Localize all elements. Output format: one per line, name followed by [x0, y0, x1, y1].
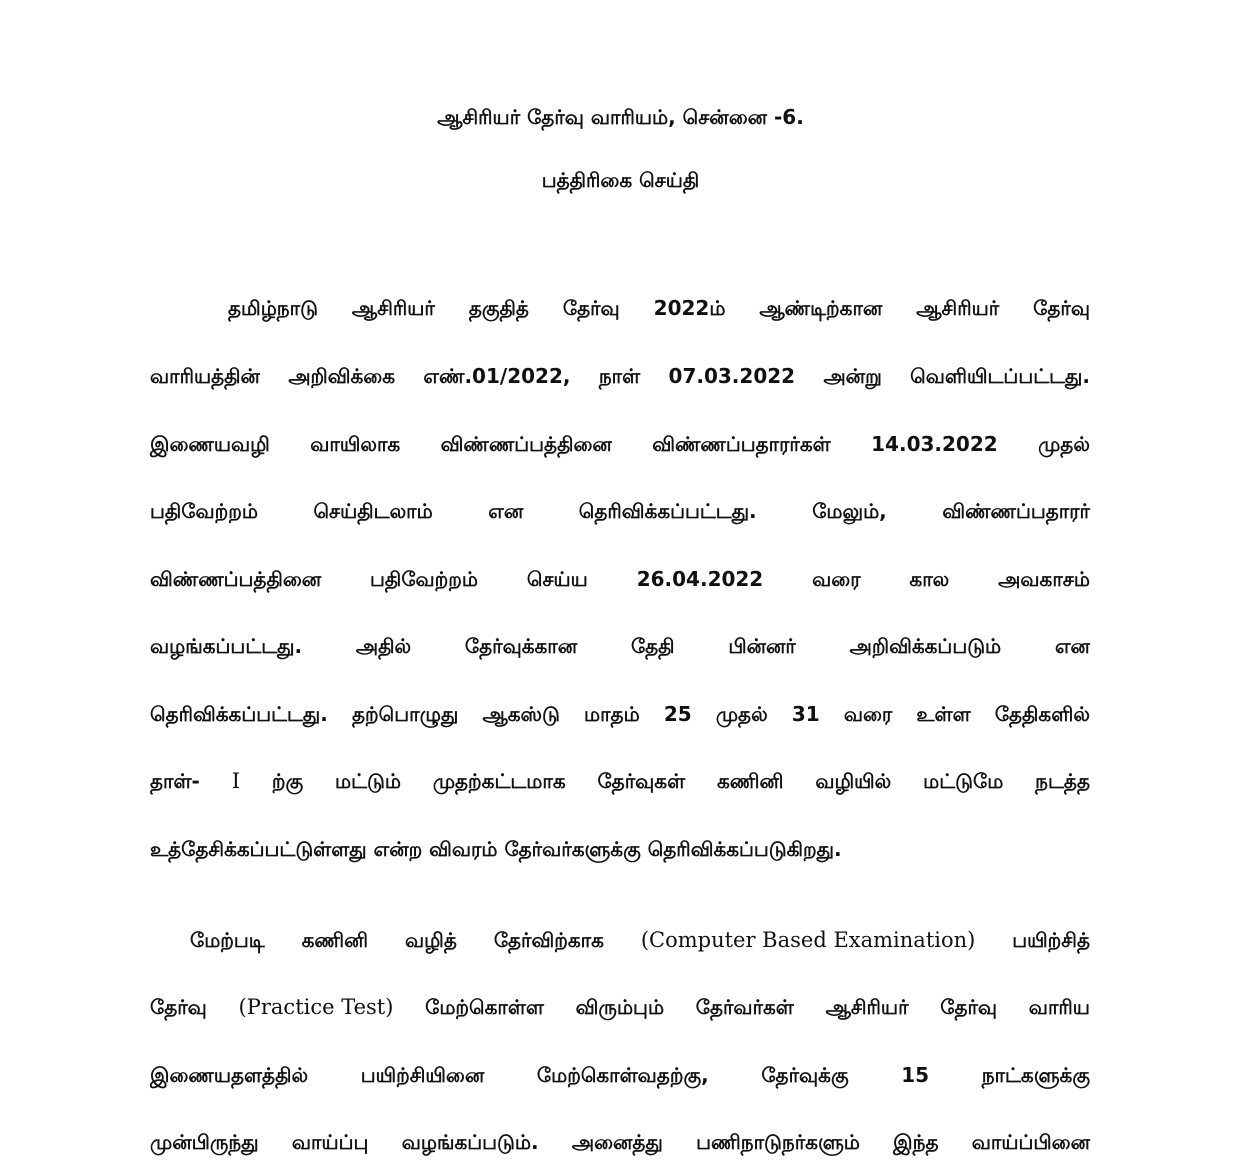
- word: அன்று: [823, 364, 882, 388]
- paragraph2-line: [190, 926, 1090, 954]
- word: இணையவழி: [150, 432, 270, 456]
- paragraph1-line: [150, 700, 1090, 728]
- word: தேதி: [630, 634, 675, 658]
- word: தேர்வு: [940, 995, 998, 1019]
- word: 31: [791, 702, 820, 726]
- word: விரும்பும்: [575, 995, 665, 1019]
- word: வரை: [843, 702, 893, 726]
- word: மேற்படி: [190, 928, 265, 952]
- word: வழித்: [405, 928, 457, 952]
- paragraph1-line: [150, 767, 1090, 795]
- word: தேர்வு: [150, 995, 207, 1019]
- word: இந்த: [893, 1130, 939, 1154]
- word: 2022ம்: [653, 296, 726, 320]
- word: தேர்வு: [1033, 296, 1090, 320]
- paragraph1-line: [150, 430, 1090, 458]
- word: 26.04.2022: [636, 567, 764, 591]
- word: மேற்கொள்வதற்கு,: [536, 1063, 709, 1087]
- paragraph2-line: [150, 1128, 1090, 1156]
- word: வழங்கப்படும்.: [401, 1130, 539, 1154]
- word: செய்திடலாம்: [313, 499, 433, 523]
- word: மேற்கொள்ள: [425, 995, 544, 1019]
- word: தேர்வு: [562, 296, 620, 320]
- paragraph1-line: [228, 294, 1090, 322]
- word: பதிவேற்றம்: [150, 499, 258, 523]
- organization-heading: ஆசிரியர் தேர்வு வாரியம், சென்னை -6.: [437, 105, 804, 129]
- word: வழங்கப்பட்டது.: [150, 634, 303, 658]
- word: ஆசிரியர்: [825, 995, 909, 1019]
- word: அறிவிக்கப்படும்: [849, 634, 1002, 658]
- word: மேலும்,: [812, 499, 887, 523]
- word: தற்பொழுது: [352, 702, 459, 726]
- word: என: [488, 499, 524, 523]
- word: ஆகஸ்டு: [482, 702, 560, 726]
- word: மட்டுமே: [923, 769, 1004, 793]
- word: 14.03.2022: [871, 432, 998, 456]
- word: 15: [901, 1063, 930, 1087]
- word: இணையதளத்தில்: [150, 1063, 309, 1087]
- word: தெரிவிக்கப்பட்டது.: [150, 702, 328, 726]
- word: வாரிய: [1028, 995, 1090, 1019]
- word: கணினி: [301, 928, 369, 952]
- word: ஆசிரியர்: [916, 296, 1000, 320]
- word: தேர்விற்காக: [493, 928, 604, 952]
- word: 25: [663, 702, 692, 726]
- word: வழியில்: [815, 769, 892, 793]
- word: தேர்வுக்கான: [464, 634, 578, 658]
- word: வாய்ப்பினை: [971, 1130, 1090, 1154]
- word: முதற்கட்டமாக: [432, 769, 566, 793]
- word: பதிவேற்றம்: [370, 567, 478, 591]
- word: பின்னர்: [728, 634, 796, 658]
- word: (Computer Based Examination): [640, 928, 976, 952]
- word: தமிழ்நாடு: [228, 296, 318, 320]
- word: விண்ணப்பதாரர்: [942, 499, 1090, 523]
- word: விண்ணப்பத்தினை: [440, 432, 612, 456]
- word: தேர்வுகள்: [597, 769, 686, 793]
- word: எண்.01/2022,: [423, 364, 571, 388]
- word: அறிவிக்கை: [288, 364, 396, 388]
- paragraph1-line: [150, 565, 1090, 593]
- word: முன்பிருந்து: [150, 1130, 259, 1154]
- word: உள்ள: [916, 702, 971, 726]
- word: என: [1054, 634, 1090, 658]
- word: தேர்வர்கள்: [695, 995, 794, 1019]
- paragraph1-line: [150, 497, 1090, 525]
- word: பயிற்சியினை: [360, 1063, 485, 1087]
- word: தாள்-: [150, 769, 200, 793]
- word: மட்டும்: [334, 769, 401, 793]
- word: நடத்த: [1035, 769, 1090, 793]
- word: நாள்: [598, 364, 641, 388]
- word: பயிற்சித்: [1012, 928, 1090, 952]
- word: மாதம்: [584, 702, 640, 726]
- word: வரை: [812, 567, 861, 591]
- word: I: [231, 769, 240, 793]
- word: வாய்ப்பு: [291, 1130, 369, 1154]
- paragraph1-last-line: உத்தேசிக்கப்பட்டுள்ளது என்ற விவரம் தேர்வர்களுக்கு தெரிவிக்கப்படுகிறது.: [150, 837, 842, 861]
- paragraph2-line: [150, 1061, 1090, 1089]
- word: செய்ய: [526, 567, 588, 591]
- word: விண்ணப்பதாரர்கள்: [652, 432, 831, 456]
- word: அதில்: [355, 634, 412, 658]
- word: கால: [909, 567, 950, 591]
- word: வாரியத்தின்: [150, 364, 260, 388]
- press-release-title: பத்திரிகை செய்தி: [541, 168, 700, 192]
- paragraph1-line: [150, 632, 1090, 660]
- word: விண்ணப்பத்தினை: [150, 567, 322, 591]
- word: (Practice Test): [238, 995, 394, 1019]
- word: ஆண்டிற்கான: [759, 296, 883, 320]
- word: பணிநாடுநர்களும்: [696, 1130, 860, 1154]
- word: தகுதித்: [468, 296, 529, 320]
- word: கணினி: [717, 769, 784, 793]
- word: வாயிலாக: [310, 432, 401, 456]
- word: முதல்: [715, 702, 768, 726]
- word: 07.03.2022: [668, 364, 796, 388]
- paragraph1-line: [150, 362, 1090, 390]
- word: தெரிவிக்கப்பட்டது.: [578, 499, 757, 523]
- word: ற்கு: [271, 769, 304, 793]
- word: அவகாசம்: [998, 567, 1090, 591]
- word: தேர்வுக்கு: [761, 1063, 849, 1087]
- word: தேதிகளில்: [994, 702, 1090, 726]
- word: அனைத்து: [571, 1130, 663, 1154]
- word: முதல்: [1038, 432, 1090, 456]
- word: ஆசிரியர்: [351, 296, 435, 320]
- word: நாட்களுக்கு: [981, 1063, 1090, 1087]
- word: வெளியிடப்பட்டது.: [910, 364, 1090, 388]
- paragraph2-line: [150, 993, 1090, 1021]
